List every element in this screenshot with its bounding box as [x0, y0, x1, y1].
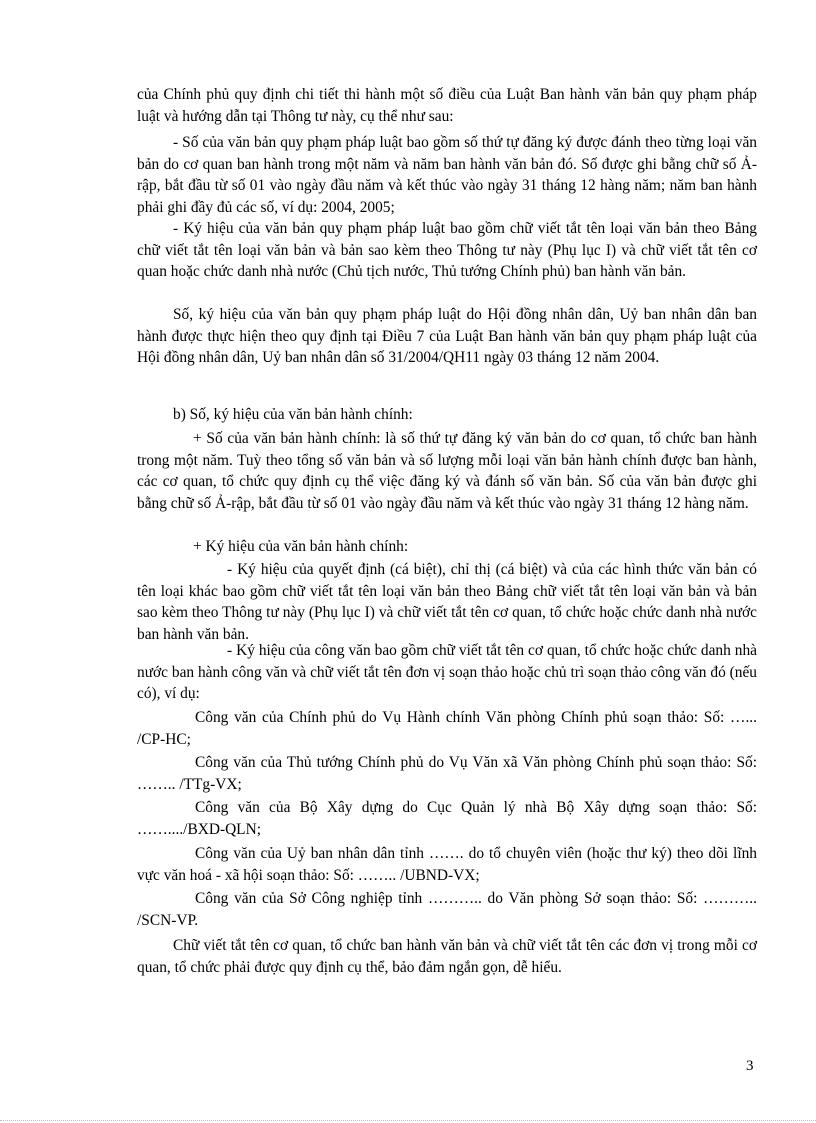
paragraph-text: - Số của văn bản quy phạm pháp luật bao gồm số thứ tự đăng ký được đánh theo từng loại văn bản do cơ quan ban hành trong một năm và năm ban hành văn bản đó. Số được ghi bằng chữ số Ả-rập, bắt đầu từ số 01 vào ngày đầu năm và kết thúc vào ngày 31 tháng 12 hàng năm; năm ban hành phải ghi đầy đủ các số, ví dụ: 2004, 2005; — [137, 134, 757, 216]
paragraph-text: + Ký hiệu của văn bản hành chính: — [193, 538, 409, 555]
paragraph-text: - Ký hiệu của quyết định (cá biệt), chỉ thị (cá biệt) và của các hình thức văn bản có tên loại khác bao gồm chữ viết tắt tên loại văn bản theo Bảng chữ viết tắt tên loại văn bản và bản sao kèm theo Thông tư này (Phụ lục I) và chữ viết tắt tên cơ quan, tổ chức hoặc chức danh nhà nước ban hành văn bản. — [137, 561, 757, 643]
example-cp-hc — [137, 707, 757, 750]
example-text: Công văn của Bộ Xây dựng do Cục Quản lý nhà Bộ Xây dựng soạn thảo: Số: ……..../BXD-QLN; — [137, 799, 757, 838]
example-text: Công văn của Chính phủ do Vụ Hành chính Văn phòng Chính phủ soạn thảo: Số: …... /CP-HC; — [137, 709, 757, 748]
paragraph-text: của Chính phủ quy định chi tiết thi hành một số điều của Luật Ban hành văn bản quy phạm pháp luật và hướng dẫn tại Thông tư này, cụ thể như sau: — [137, 86, 757, 125]
paragraph-text: Số, ký hiệu của văn bản quy phạm pháp luật do Hội đồng nhân dân, Uỷ ban nhân dân ban hành được thực hiện theo quy định tại Điều 7 của Luật Ban hành văn bản quy phạm pháp luật của Hội đồng nhân dân, Uỷ ban nhân dân số 31/2004/QH11 ngày 03 tháng 12 năm 2004. — [137, 306, 757, 367]
paragraph-ky-hieu-cong-van — [137, 640, 757, 705]
paragraph-text: - Ký hiệu của công văn bao gồm chữ viết tắt tên cơ quan, tổ chức hoặc chức danh nhà nước ban hành công văn và chữ viết tắt tên đơn vị soạn thảo hoặc chủ trì soạn thảo công văn đó (nếu có), ví dụ: — [137, 642, 757, 703]
paragraph-text: + Số của văn bản hành chính: là số thứ tự đăng ký văn bản do cơ quan, tổ chức ban hành trong một năm. Tuỳ theo tổng số văn bản và số lượng mỗi loại văn bản hành chính được ban hành, các cơ quan, tổ chức quy định cụ thể việc đăng ký và đánh số văn bản. Số của văn bản được ghi bằng chữ số Ả-rập, bắt đầu từ số 01 vào ngày đầu năm và kết thúc vào ngày 31 tháng 12 hàng năm. — [137, 430, 757, 512]
paragraph-text: Chữ viết tắt tên cơ quan, tổ chức ban hành văn bản và chữ viết tắt tên các đơn vị trong mỗi cơ quan, tổ chức phải được quy định cụ thể, bảo đảm ngắn gọn, dễ hiểu. — [137, 937, 757, 976]
page-number: 3 — [746, 1058, 754, 1074]
paragraph-ky-hieu-vbqppl — [137, 218, 757, 283]
example-ubnd-vx — [137, 843, 757, 886]
example-ttg-vx — [137, 752, 757, 795]
example-text: Công văn của Uỷ ban nhân dân tỉnh ……. do tổ chuyên viên (hoặc thư ký) theo dõi lĩnh vực văn hoá - xã hội soạn thảo: Số: …….. /UBND-VX; — [137, 845, 757, 884]
paragraph-closing — [137, 935, 757, 978]
paragraph-ky-hieu-quyet-dinh — [137, 559, 757, 645]
example-text: Công văn của Sở Công nghiệp tỉnh ……….. do Văn phòng Sở soạn thảo: Số: ……….. /SCN-VP. — [137, 890, 757, 929]
paragraph-intro — [137, 84, 757, 127]
example-text: Công văn của Thủ tướng Chính phủ do Vụ Văn xã Văn phòng Chính phủ soạn thảo: Số: …….. /TTg-VX; — [137, 754, 757, 793]
example-scn-vp — [137, 888, 757, 931]
paragraph-so-vbhc — [137, 428, 757, 514]
section-heading-b — [137, 404, 757, 426]
paragraph-so-vbqppl — [137, 132, 757, 218]
paragraph-hdnd-ubnd — [137, 304, 757, 369]
page-bottom-divider — [0, 1120, 816, 1121]
example-bxd-qln — [137, 797, 757, 840]
section-heading-text: b) Số, ký hiệu của văn bản hành chính: — [173, 406, 413, 423]
paragraph-text: - Ký hiệu của văn bản quy phạm pháp luật bao gồm chữ viết tắt tên loại văn bản theo Bảng chữ viết tắt tên loại văn bản và bản sao kèm theo Thông tư này (Phụ lục I) và chữ viết tắt tên cơ quan hoặc chức danh nhà nước (Chủ tịch nước, Thủ tướng Chính phủ) ban hành văn bản. — [137, 220, 757, 281]
paragraph-ky-hieu-vbhc-heading — [137, 536, 757, 558]
